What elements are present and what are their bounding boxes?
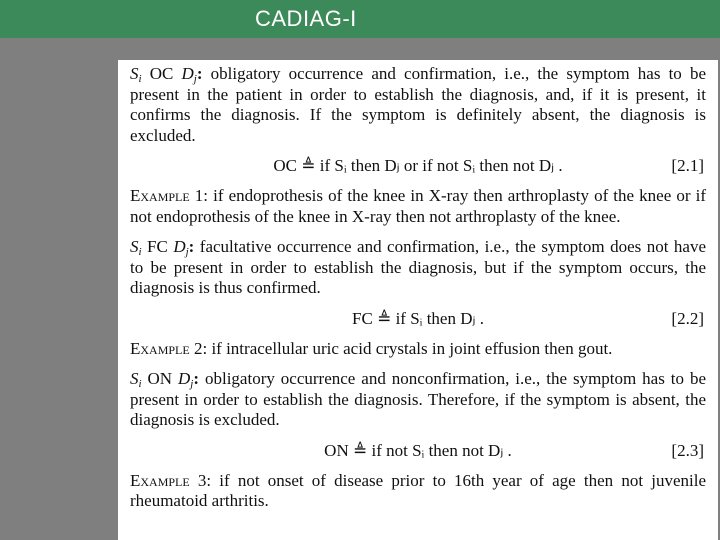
slide-title-bar [0,0,720,38]
definition-oc [130,64,706,146]
formula-expression: FC ≜ if Sᵢ then Dⱼ . [352,308,484,328]
example-3 [130,471,706,512]
formula-2-3 [130,441,706,463]
diagnosis-subscript: j [190,378,194,390]
example-text: if not onset of disease prior to 16th year of age then not juvenile rheumatoid arthritis. [130,470,706,510]
formula-number: [2.1] [671,156,704,175]
diagnosis-term: D [178,369,191,388]
diagnosis-term: D [173,237,186,256]
symptom-subscript: i [138,246,142,258]
colon: : [188,237,195,256]
formula-expression: OC ≜ if Sᵢ then Dⱼ or if not Sᵢ then not Dⱼ . [273,156,563,175]
definition-text: obligatory occurrence and nonconfirmation, i.e., the symptom has to be present in order to establish the diagnosis. Therefore, if the symptom is absent, the diagnosis is excluded. [130,369,706,429]
formula-2-2 [130,309,706,331]
example-1 [130,186,706,227]
symptom-subscript: i [138,73,142,85]
example-text: if intracellular uric acid crystals in joint effusion then gout. [207,338,613,358]
relation-label: ON [141,369,179,388]
document-content [130,64,706,522]
symptom-term: S [130,64,139,83]
relation-label: OC [141,64,182,83]
formula-2-1 [130,156,706,178]
clipped-title-line [0,0,720,13]
document-scan [118,60,718,540]
diagnosis-subscript: j [185,246,189,258]
diagnosis-subscript: j [193,73,197,85]
example-label: Example 3: [130,470,212,490]
example-label: Example 2: [130,338,208,358]
colon: : [196,64,203,83]
definition-fc [130,237,706,299]
example-text: if endoprothesis of the knee in X-ray then arthroplasty of the knee or if not endoprothesis of the knee in X-ray then not arthroplasty of the knee. [130,186,706,226]
colon: : [193,369,200,388]
formula-number: [2.3] [671,440,704,460]
formula-number: [2.2] [671,308,704,328]
definition-on [130,369,706,431]
definition-text: obligatory occurrence and confirmation, i.e., the symptom has to be present in the patient in order to establish the diagnosis, and, if it is present, it confirms the diagnosis. If the symptom is definitely absent, the diagnosis is excluded. [130,64,706,145]
symptom-subscript: i [138,378,142,390]
relation-label: FC [141,237,174,256]
formula-expression: ON ≜ if not Sᵢ then not Dⱼ . [324,440,512,460]
symptom-term: S [130,237,139,256]
diagnosis-term: D [181,64,194,83]
example-2 [130,339,706,360]
example-label: Example 1: [130,186,209,205]
definition-text: facultative occurrence and confirmation, i.e., the symptom does not have to be present in order to establish the diagnosis, but if the symptom occurs, the diagnosis is thus confirmed. [130,237,707,297]
symptom-term: S [130,369,139,388]
slide-title: CADIAG-I [255,6,357,31]
